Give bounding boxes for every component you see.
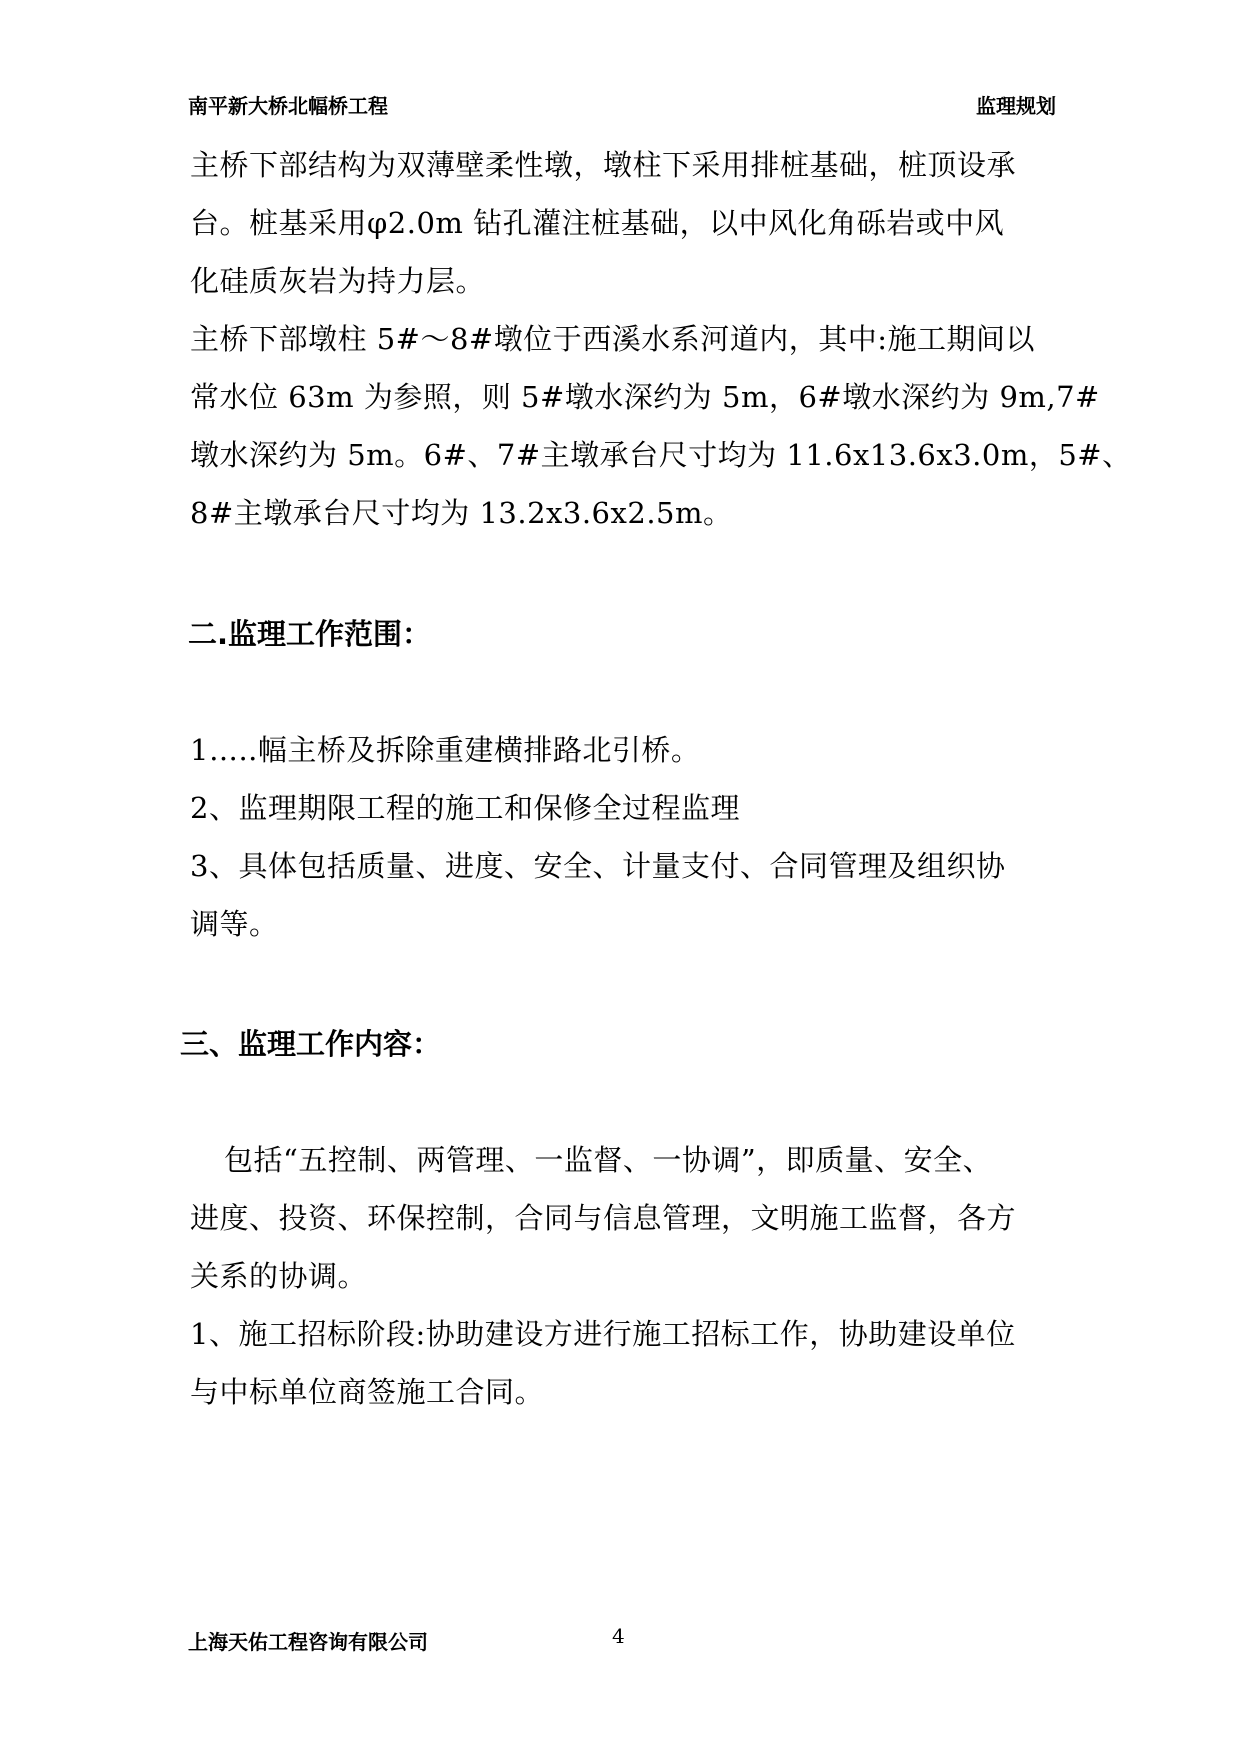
list-item: 1、施工招标阶段:协助建设方进行施工招标工作，协助建设单位	[190, 1317, 1016, 1351]
body-line: 进度、投资、环保控制，合同与信息管理，文明施工监督，各方	[190, 1201, 1017, 1235]
body-line: 包括“五控制、两管理、一监督、一协调”，即质量、安全、	[224, 1143, 993, 1177]
body-line: 主桥下部结构为双薄壁柔性墩，墩柱下采用排桩基础，桩顶设承	[190, 148, 1017, 182]
list-item: 调等。	[190, 907, 279, 941]
footer-company: 上海天佑工程咨询有限公司	[188, 1630, 428, 1654]
body-line: 主桥下部墩柱 5#～8#墩位于西溪水系河道内，其中:施工期间以	[190, 322, 1035, 356]
body-line: 常水位 63m 为参照，则 5#墩水深约为 5m，6#墩水深约为 9m,7#	[190, 380, 1100, 414]
body-line: 化硅质灰岩为持力层。	[190, 264, 486, 298]
page-number: 4	[612, 1624, 625, 1648]
header-divider	[188, 125, 1056, 126]
section-heading-scope: 二.监理工作范围：	[188, 617, 432, 651]
body-line: 墩水深约为 5m。6#、7#主墩承台尺寸均为 11.6x13.6x3.0m，5#、	[190, 438, 1132, 472]
body-line: 台。桩基采用φ2.0m 钻孔灌注桩基础，以中风化角砾岩或中风	[190, 206, 1005, 240]
body-line: 关系的协调。	[190, 1259, 368, 1293]
body-line: 8#主墩承台尺寸均为 13.2x3.6x2.5m。	[190, 496, 733, 530]
list-item: 1…..幅主桥及拆除重建横排路北引桥。	[190, 733, 701, 767]
header-document-type: 监理规划	[976, 94, 1056, 118]
section-heading-content: 三、监理工作内容：	[180, 1027, 442, 1061]
list-item: 2、监理期限工程的施工和保修全过程监理	[190, 791, 740, 825]
list-item: 3、具体包括质量、进度、安全、计量支付、合同管理及组织协	[190, 849, 1006, 883]
list-item: 与中标单位商签施工合同。	[190, 1375, 545, 1409]
header-project-title: 南平新大桥北幅桥工程	[188, 94, 388, 118]
